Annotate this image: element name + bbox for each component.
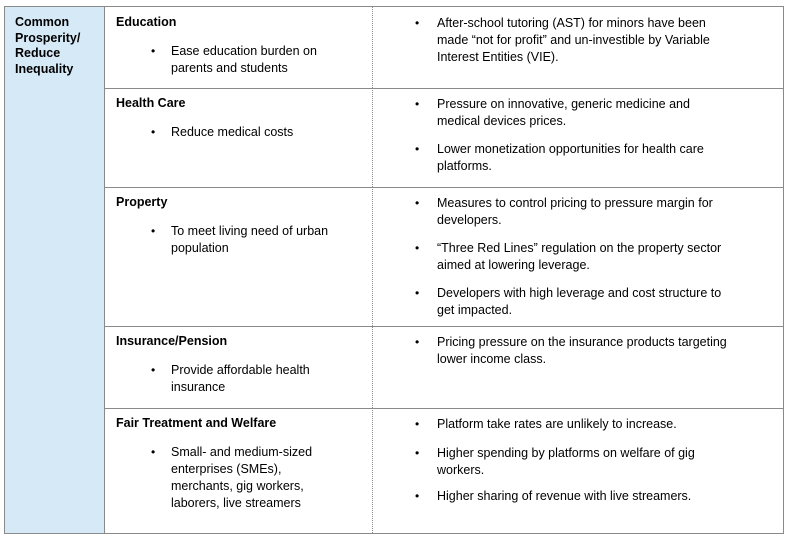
table-row [105, 7, 783, 88]
table-row [105, 187, 783, 326]
category-title: Property [116, 195, 168, 209]
category-title: Fair Treatment and Welfare [116, 416, 277, 430]
bullet-icon: • [415, 286, 420, 300]
implication-text [437, 416, 757, 433]
bullet-icon: • [151, 363, 156, 377]
implication-text-line: Higher spending by platforms on welfare of gig [437, 446, 695, 460]
implication-text-line: Higher sharing of revenue with live streamers. [437, 489, 692, 503]
goal-text-line: insurance [171, 380, 226, 394]
implication-text-line: Developers with high leverage and cost structure to [437, 286, 722, 300]
implications-cell [373, 187, 783, 326]
category-title: Education [116, 15, 177, 29]
bullet-icon: • [151, 125, 156, 139]
goal-text [171, 444, 371, 512]
goal-cell [105, 88, 373, 187]
goal-text-line: Small- and medium-sized [171, 445, 313, 459]
bullet-icon: • [415, 16, 420, 30]
implication-text-line: Pricing pressure on the insurance products targeting [437, 335, 727, 349]
goal-text-line: Reduce medical costs [171, 125, 294, 139]
category-title: Insurance/Pension [116, 334, 228, 348]
table-row [105, 408, 783, 533]
goal-text-line: population [171, 241, 229, 255]
theme-title-line: Inequality [15, 61, 74, 76]
bullet-icon: • [151, 224, 156, 238]
bullet-icon: • [415, 142, 420, 156]
goal-text-line: laborers, live streamers [171, 496, 301, 510]
implications-cell [373, 408, 783, 533]
implication-text [437, 240, 757, 274]
implication-text [437, 195, 757, 229]
goal-text [171, 223, 371, 257]
goal-cell [105, 326, 373, 408]
goal-text-line: Ease education burden on [171, 44, 317, 58]
bullet-icon: • [151, 44, 156, 58]
implication-text-line: lower income class. [437, 352, 547, 366]
policy-table [4, 6, 784, 534]
implication-text-line: Platform take rates are unlikely to increase. [437, 417, 677, 431]
implication-text-line: Lower monetization opportunities for health care [437, 142, 704, 156]
bullet-icon: • [415, 446, 420, 460]
goal-text [171, 43, 371, 77]
table-row [105, 326, 783, 408]
bullet-icon: • [415, 241, 420, 255]
implication-text [437, 141, 757, 175]
bullet-icon: • [415, 417, 420, 431]
implication-text-line: made “not for profit” and un-investible by Variable [437, 33, 710, 47]
goal-cell [105, 408, 373, 533]
implications-cell [373, 326, 783, 408]
goal-text-line: enterprises (SMEs), [171, 462, 282, 476]
implication-text-line: Pressure on innovative, generic medicine and [437, 97, 690, 111]
implication-text-line: developers. [437, 213, 502, 227]
implication-text-line: “Three Red Lines” regulation on the property sector [437, 241, 722, 255]
goal-text [171, 362, 371, 396]
theme-title-line: Prosperity/ [15, 30, 81, 45]
theme-title-line: Common [15, 15, 70, 29]
goal-text-line: parents and students [171, 61, 288, 75]
goal-text-line: merchants, gig workers, [171, 479, 304, 493]
goal-text-line: To meet living need of urban [171, 224, 329, 238]
bullet-icon: • [415, 196, 420, 210]
implications-cell [373, 7, 783, 88]
goal-cell [105, 7, 373, 88]
implication-text-line: After-school tutoring (AST) for minors have been [437, 16, 706, 30]
implication-text [437, 334, 757, 368]
table-row [105, 88, 783, 187]
implication-text-line: aimed at lowering leverage. [437, 258, 590, 272]
theme-title [15, 15, 80, 77]
goal-cell [105, 187, 373, 326]
implication-text [437, 15, 757, 66]
bullet-icon: • [415, 97, 420, 111]
implication-text [437, 488, 757, 505]
implication-text-line: medical devices prices. [437, 114, 567, 128]
category-title: Health Care [116, 96, 186, 110]
implication-text [437, 445, 757, 479]
implication-text-line: workers. [437, 463, 485, 477]
implication-text-line: Measures to control pricing to pressure margin for [437, 196, 713, 210]
theme-title-line: Reduce [15, 46, 61, 60]
implication-text-line: platforms. [437, 159, 492, 173]
implication-text-line: get impacted. [437, 303, 513, 317]
bullet-icon: • [415, 489, 420, 503]
bullet-icon: • [151, 445, 156, 459]
bullet-icon: • [415, 335, 420, 349]
goal-text [171, 124, 371, 141]
implication-text [437, 96, 757, 130]
goal-text-line: Provide affordable health [171, 363, 310, 377]
implications-cell [373, 88, 783, 187]
theme-column [5, 7, 105, 533]
implication-text [437, 285, 757, 319]
implication-text-line: Interest Entities (VIE). [437, 50, 559, 64]
